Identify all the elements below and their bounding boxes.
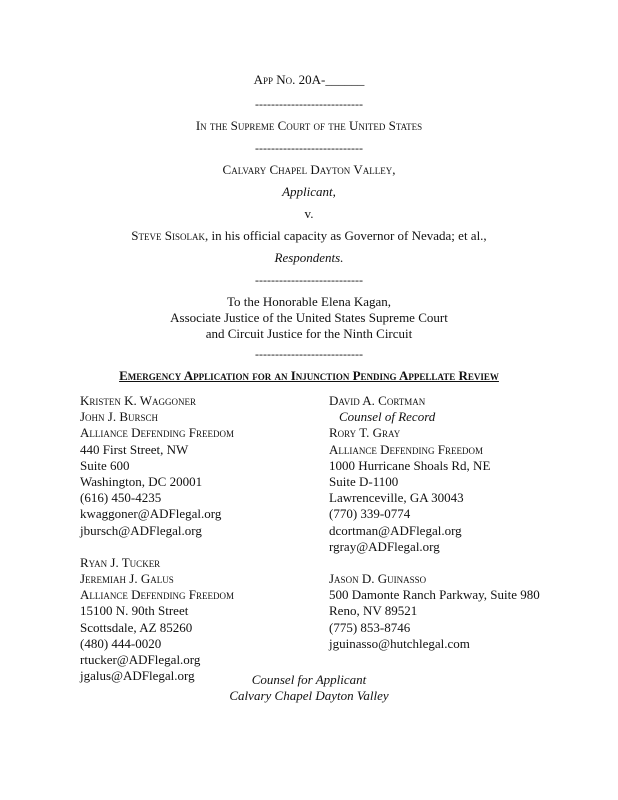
email-address: kwaggoner@ADFlegal.org: [80, 506, 222, 522]
footer-applicant-name: Calvary Chapel Dayton Valley: [229, 688, 389, 703]
address-line-2: Associate Justice of the United States Supreme Court: [170, 310, 448, 325]
right-counsel-column: [329, 393, 540, 652]
separator: ---------------------------: [255, 97, 363, 111]
phone-number: (616) 450-4235: [80, 490, 162, 506]
separator: ---------------------------: [255, 141, 363, 155]
city-state-zip: Washington, DC 20001: [80, 473, 203, 489]
respondent-label: Respondents.: [274, 250, 344, 265]
versus: v.: [304, 206, 314, 221]
applicant-name: Calvary Chapel Dayton Valley,: [222, 162, 396, 177]
firm-name: Alliance Defending Freedom: [80, 425, 234, 441]
left-counsel-column: [80, 393, 234, 684]
street-address: 15100 N. 90th Street: [80, 603, 189, 619]
court-name: In the Supreme Court of the United States: [195, 118, 423, 133]
phone-number: (480) 444-0020: [80, 635, 162, 651]
street-address: 500 Damonte Ranch Parkway, Suite 980: [329, 587, 540, 603]
separator: ---------------------------: [255, 273, 363, 287]
applicant-label: Applicant,: [282, 184, 336, 199]
right-counsel-block-2: [329, 571, 540, 652]
email-address: jgalus@ADFlegal.org: [80, 668, 195, 684]
left-counsel-block-2: [80, 555, 234, 685]
counsel-name: David A. Cortman: [329, 393, 426, 408]
address-line-1: To the Honorable Elena Kagan,: [226, 294, 392, 309]
suite: Suite 600: [80, 457, 130, 473]
address-line-3: and Circuit Justice for the Ninth Circuit: [205, 326, 413, 341]
counsel-name: Ryan J. Tucker: [80, 554, 161, 570]
city-state-zip: Reno, NV 89521: [329, 603, 418, 619]
app-number: App No. 20A-______: [253, 72, 365, 87]
email-address: jguinasso@hutchlegal.com: [329, 635, 470, 651]
footer-counsel-for: Counsel for Applicant: [251, 672, 367, 687]
street-address: 440 First Street, NW: [80, 441, 189, 457]
email-address: rgray@ADFlegal.org: [329, 538, 440, 554]
city-state-zip: Scottsdale, AZ 85260: [80, 619, 193, 635]
respondent-description: , in his official capacity as Governor of Nevada; et al.,: [205, 228, 487, 243]
counsel-name: Jeremiah J. Galus: [80, 571, 174, 587]
respondent-line: [0, 228, 618, 244]
right-counsel-block-1: [329, 393, 540, 555]
respondent-name: Steve Sisolak: [131, 228, 205, 243]
firm-name: Alliance Defending Freedom: [80, 587, 234, 603]
street-address: 1000 Hurricane Shoals Rd, NE: [329, 457, 491, 473]
firm-name: Alliance Defending Freedom: [329, 441, 483, 457]
phone-number: (770) 339-0774: [329, 506, 411, 522]
counsel-of-record-label: Counsel of Record: [339, 409, 436, 425]
email-address: jbursch@ADFlegal.org: [80, 522, 202, 538]
email-address: dcortman@ADFlegal.org: [329, 522, 462, 538]
city-state-zip: Lawrenceville, GA 30043: [329, 490, 464, 506]
suite: Suite D-1100: [329, 473, 399, 489]
left-counsel-block-1: [80, 393, 234, 539]
counsel-name: Rory T. Gray: [329, 425, 401, 441]
counsel-name: John J. Bursch: [80, 409, 159, 425]
phone-number: (775) 853-8746: [329, 619, 411, 635]
email-address: rtucker@ADFlegal.org: [80, 652, 201, 667]
counsel-name: Kristen K. Waggoner: [80, 393, 197, 408]
document-title: Emergency Application for an Injunction Pending Appellate Review: [119, 368, 499, 383]
counsel-name: Jason D. Guinasso: [329, 571, 427, 587]
separator: ---------------------------: [255, 347, 363, 361]
